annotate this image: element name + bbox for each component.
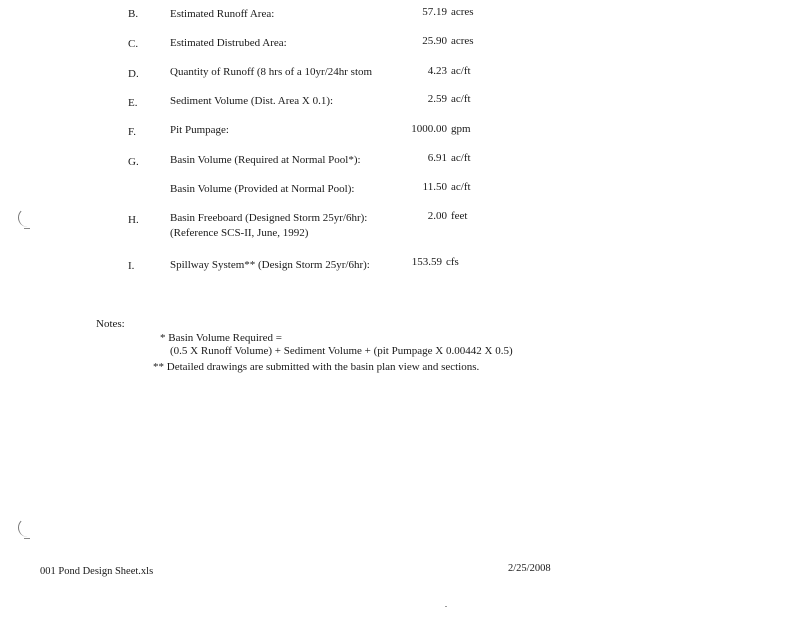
item-desc-spillway-system: Spillway System** (Design Storm 25yr/6hr):	[170, 259, 370, 271]
scan-speck	[24, 538, 30, 539]
item-letter-e: E.	[128, 97, 138, 109]
item-desc-runoff-area: Estimated Runoff Area:	[170, 8, 275, 20]
item-desc-disturbed-area: Estimated Distrubed Area:	[170, 37, 287, 49]
item-letter-i: I.	[128, 260, 135, 272]
item-desc-basin-freeboard-reference: (Reference SCS-II, June, 1992)	[170, 227, 309, 239]
item-letter-c: C.	[128, 38, 139, 50]
item-letter-b: B.	[128, 8, 139, 20]
item-unit-basin-volume-required: ac/ft	[451, 152, 471, 164]
item-value-runoff-quantity: 4.23	[427, 65, 447, 77]
item-desc-basin-volume-required: Basin Volume (Required at Normal Pool*):	[170, 154, 361, 166]
punch-hole-mark-lower	[18, 518, 33, 537]
item-value-sediment-volume: 2.59	[427, 93, 447, 105]
item-unit-disturbed-area: acres	[451, 35, 474, 47]
item-desc-runoff-quantity: Quantity of Runoff (8 hrs of a 10yr/24hr stom	[170, 66, 373, 78]
item-value-spillway-system: 153.59	[411, 256, 442, 268]
item-unit-basin-volume-provided: ac/ft	[451, 181, 471, 193]
note-basin-volume-required: * Basin Volume Required =	[160, 332, 282, 344]
item-letter-g: G.	[128, 156, 139, 168]
footer-date: 2/25/2008	[508, 563, 551, 574]
note-detailed-drawings: ** Detailed drawings are submitted with the basin plan view and sections.	[153, 361, 480, 373]
notes-label: Notes:	[96, 318, 125, 330]
item-letter-h: H.	[128, 214, 139, 226]
item-letter-d: D.	[128, 68, 139, 80]
item-letter-f: F.	[128, 126, 136, 138]
item-value-disturbed-area: 25.90	[422, 35, 447, 47]
punch-hole-mark-upper	[18, 208, 33, 227]
item-desc-pit-pumpage: Pit Pumpage:	[170, 124, 229, 136]
item-unit-sediment-volume: ac/ft	[451, 93, 471, 105]
scan-speck	[24, 228, 30, 229]
item-unit-spillway-system: cfs	[446, 256, 459, 268]
item-unit-pit-pumpage: gpm	[451, 123, 471, 135]
item-unit-runoff-quantity: ac/ft	[451, 65, 471, 77]
note-basin-volume-formula: (0.5 X Runoff Volume) + Sediment Volume + (pit Pumpage X 0.00442 X 0.5)	[170, 345, 513, 357]
item-unit-basin-freeboard: feet	[451, 210, 468, 222]
footer-filename: 001 Pond Design Sheet.xls	[40, 566, 154, 577]
item-desc-sediment-volume: Sediment Volume (Dist. Area X 0.1):	[170, 95, 334, 107]
item-value-runoff-area: 57.19	[422, 6, 447, 18]
item-value-pit-pumpage: 1000.00	[411, 123, 447, 135]
item-value-basin-freeboard: 2.00	[427, 210, 447, 222]
item-desc-basin-volume-provided: Basin Volume (Provided at Normal Pool):	[170, 183, 355, 195]
item-unit-runoff-area: acres	[451, 6, 474, 18]
item-value-basin-volume-required: 6.91	[427, 152, 447, 164]
item-desc-basin-freeboard: Basin Freeboard (Designed Storm 25yr/6hr):	[170, 212, 368, 224]
item-value-basin-volume-provided: 11.50	[422, 181, 447, 193]
scan-speck	[445, 606, 447, 607]
